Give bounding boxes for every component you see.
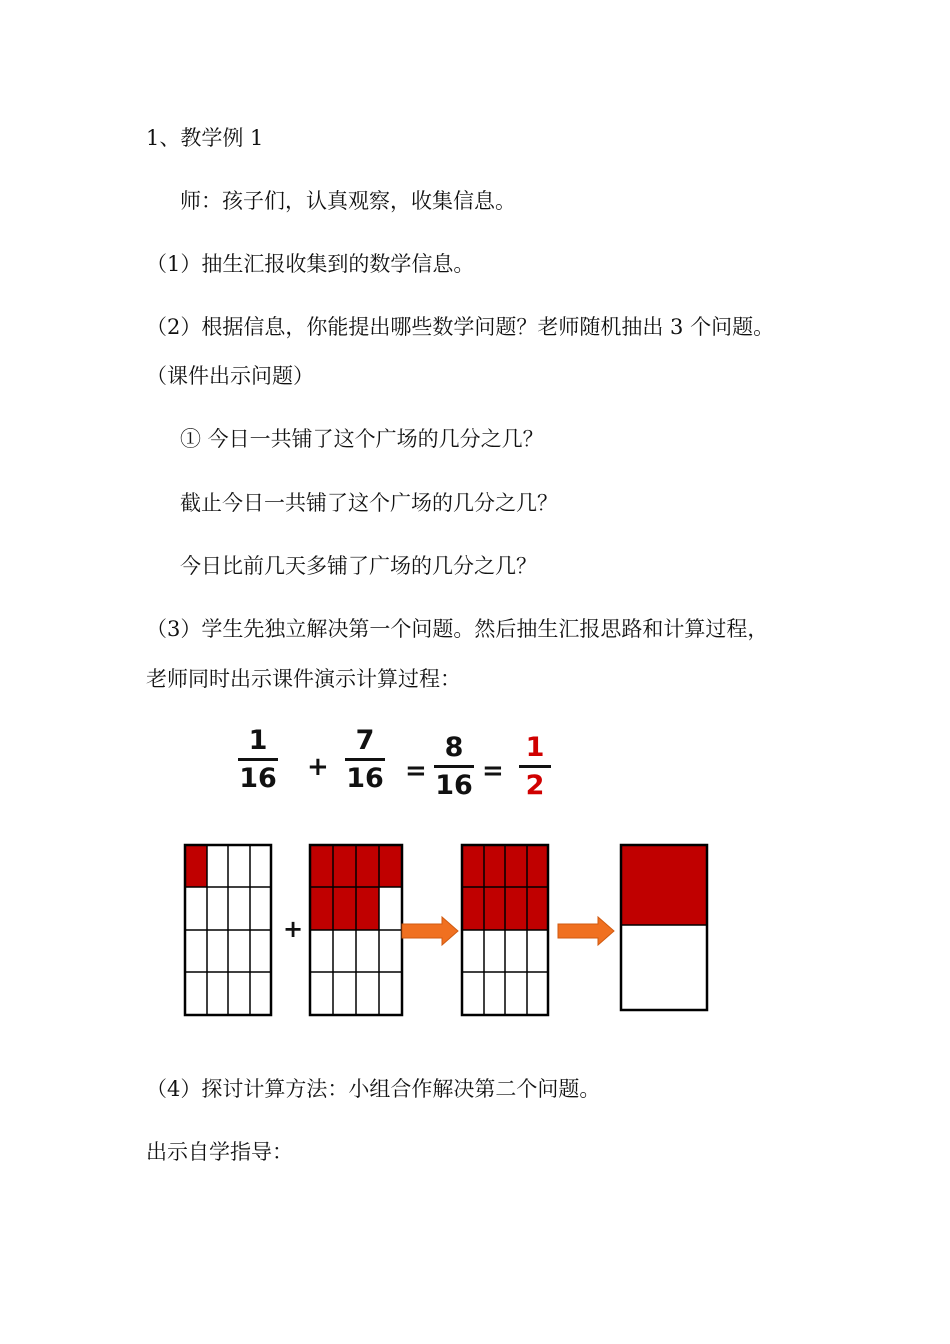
diagram-plus-sign: + bbox=[283, 915, 304, 943]
right-arrow-icon bbox=[402, 917, 458, 945]
teacher-intro: 师：孩子们，认真观察，收集信息。 bbox=[180, 189, 516, 213]
equals-sign: = bbox=[405, 756, 427, 786]
question-3: 今日比前几天多铺了广场的几分之几？ bbox=[180, 554, 537, 578]
filled-cell bbox=[310, 887, 379, 930]
numerator: 1 bbox=[248, 725, 268, 756]
filled-half bbox=[621, 845, 707, 925]
step-3-line-1: （3）学生先独立解决第一个问题。然后抽生汇报思路和计算过程， bbox=[146, 617, 769, 641]
grid-half bbox=[621, 845, 707, 1010]
step-1: （1）抽生汇报收集到的数学信息。 bbox=[146, 252, 475, 276]
plus-sign: + bbox=[307, 752, 329, 782]
denominator: 16 bbox=[435, 770, 473, 801]
grid-8-of-16 bbox=[462, 845, 548, 1015]
step-3-line-2: 老师同时出示课件演示计算过程： bbox=[146, 667, 461, 691]
numerator: 1 bbox=[525, 732, 545, 763]
numerator: 7 bbox=[355, 725, 375, 756]
question-2: 截止今日一共铺了这个广场的几分之几？ bbox=[180, 491, 558, 515]
step-2-line-1: （2）根据信息，你能提出哪些数学问题？老师随机抽出 3 个问题。 bbox=[146, 315, 775, 339]
right-arrow-icon bbox=[558, 917, 614, 945]
section-heading: 1、教学例 1 bbox=[146, 126, 264, 150]
step-2-line-2: （课件出示问题） bbox=[146, 364, 314, 388]
denominator: 2 bbox=[525, 770, 545, 801]
grid-1-of-16 bbox=[185, 845, 271, 1015]
self-study-guide: 出示自学指导： bbox=[146, 1140, 293, 1164]
grid-7-of-16 bbox=[310, 845, 402, 1015]
question-1: ① 今日一共铺了这个广场的几分之几？ bbox=[180, 427, 544, 451]
denominator: 16 bbox=[346, 763, 384, 794]
denominator: 16 bbox=[239, 763, 277, 794]
equals-sign-2: = bbox=[482, 756, 504, 786]
step-4: （4）探讨计算方法：小组合作解决第二个问题。 bbox=[146, 1077, 601, 1101]
filled-cell bbox=[185, 845, 207, 887]
numerator: 8 bbox=[444, 732, 464, 763]
